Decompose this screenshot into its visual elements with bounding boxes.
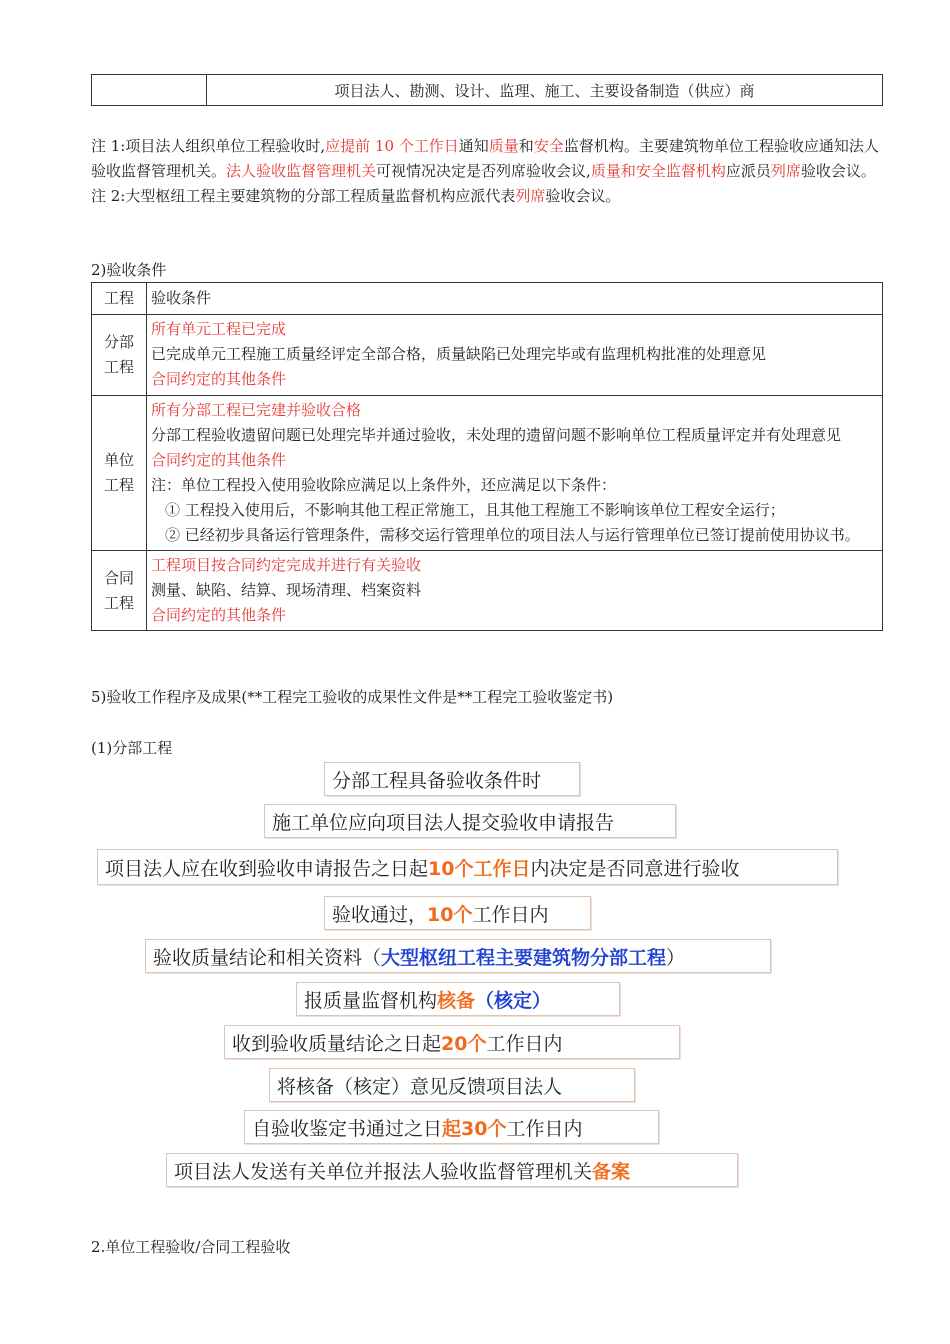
flow-step-8: 将核备（核定）意见反馈项目法人 xyxy=(269,1068,635,1102)
participants-table xyxy=(91,74,883,106)
table-row-fenbu xyxy=(92,315,883,396)
flow-step-1: 分部工程具备验收条件时 xyxy=(324,762,580,796)
notes-block xyxy=(91,134,886,209)
row-content-hetong: 工程项目按合同约定完成并进行有关验收 测量、缺陷、结算、现场清理、档案资料 合同约定的其他条件 xyxy=(147,551,883,631)
flow-step-9: 自验收鉴定书通过之日 起30个 工作日内 xyxy=(244,1110,659,1144)
row-content-danwei: 所有分部工程已完建并验收合格 分部工程验收遗留问题已处理完毕并通过验收，未处理的遗留问题不影响单位工程质量评定并有处理意见 合同约定的其他条件 注：单位工程投入使用验收除应满足以上条件外，还应满足以下条件： ① 工程投入使用后，不影响其他工程正常施工，且其他工程施工不影响该单位工程安全运行； ② 已经初步具备运行管理条件，需移交运行管理单位的项目法人与运行管理单位已签订提前使用协议书。 xyxy=(147,396,883,551)
section-procedure-title: 5)验收工作程序及成果(**工程完工验收的成果性文件是**工程完工验收鉴定书) xyxy=(91,688,614,706)
participants-table-cell: 项目法人、勘测、设计、监理、施工、主要设备制造（供应）商 xyxy=(334,81,755,100)
flow-step-6: 报质量监督机构 核备 （核定） xyxy=(296,982,620,1016)
header-project: 工程 xyxy=(92,283,147,315)
flow-step-10: 项目法人发送有关单位并报法人验收监督管理机关 备案 xyxy=(166,1153,738,1187)
flow-step-4: 验收通过， 10个 工作日内 xyxy=(324,896,591,930)
flow-step-5: 验收质量结论和相关资料（ 大型枢纽工程主要建筑物分部工程 ） xyxy=(145,939,771,973)
section-acceptance-conditions-title: 2)验收条件 xyxy=(91,261,167,279)
row-label-hetong: 合同 工程 xyxy=(92,551,147,631)
table-header-row xyxy=(92,283,883,315)
row-label-danwei: 单位 工程 xyxy=(92,396,147,551)
row-label-fenbu: 分部 工程 xyxy=(92,315,147,396)
table-row-danwei xyxy=(92,396,883,551)
flow-step-7: 收到验收质量结论之日起 20个 工作日内 xyxy=(224,1025,680,1059)
flow-step-3: 项目法人应在收到验收申请报告之日起 10个工作日 内决定是否同意进行验收 xyxy=(97,849,838,885)
subsection-fenbu-title: (1)分部工程 xyxy=(91,739,173,757)
acceptance-conditions-table xyxy=(91,282,883,631)
row-content-fenbu: 所有单元工程已完成 已完成单元工程施工质量经评定全部合格，质量缺陷已处理完毕或有监理机构批准的处理意见 合同约定的其他条件 xyxy=(147,315,883,396)
note-1: 注 1:项目法人组织单位工程验收时,应提前 10 个工作日通知质量和安全监督机构。主要建筑物单位工程验收应通知法人验收监督管理机关。法人验收监督管理机关可视情况决定是否列席验收会议,质量和安全监督机构应派员列席验收会议。 xyxy=(91,137,879,180)
section-unit-contract-acceptance-title: 2.单位工程验收/合同工程验收 xyxy=(91,1238,291,1256)
participants-table-empty-cell xyxy=(92,75,207,105)
header-conditions: 验收条件 xyxy=(147,283,883,315)
table-row-hetong xyxy=(92,551,883,631)
note-2: 注 2:大型枢纽工程主要建筑物的分部工程质量监督机构应派代表列席验收会议。 xyxy=(91,187,621,205)
flow-step-2: 施工单位应向项目法人提交验收申请报告 xyxy=(264,804,676,838)
